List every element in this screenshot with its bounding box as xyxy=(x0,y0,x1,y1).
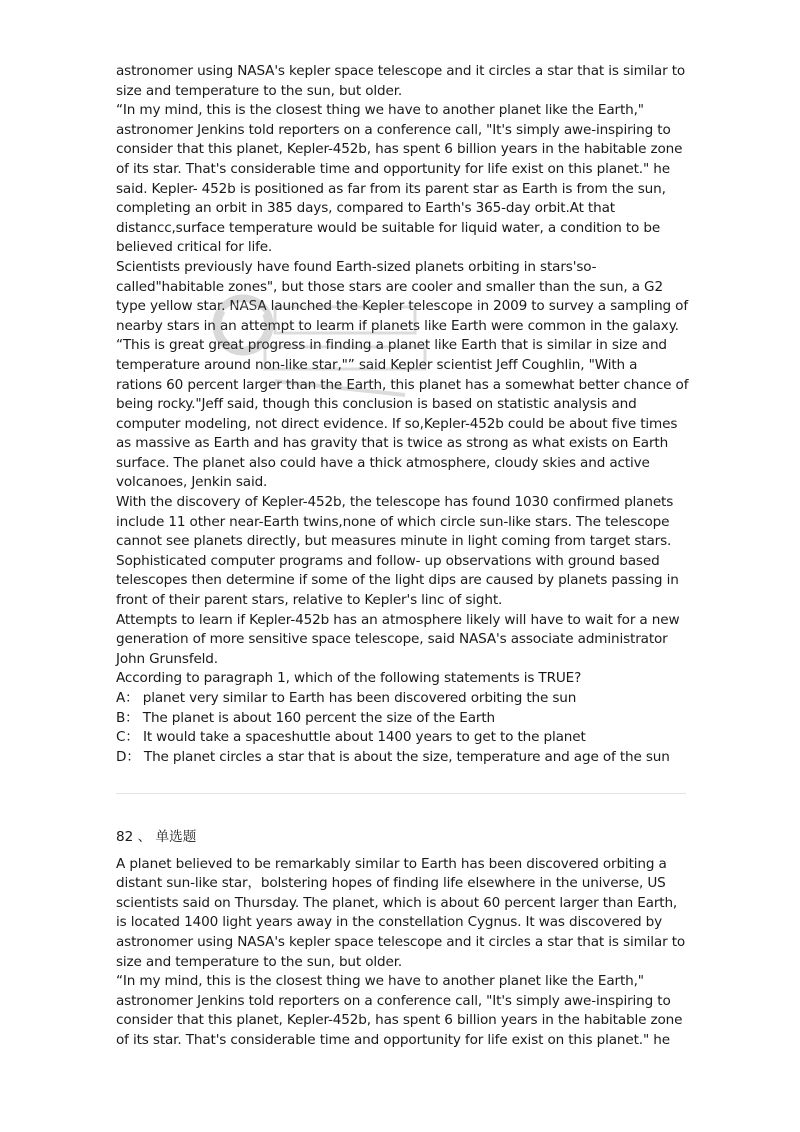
passage-line: type yellow star. NASA launched the Kepler telescope in 2009 to survey a sampling of xyxy=(116,298,688,315)
passage-line: telescopes then determine if some of the light dips are caused by planets passing in xyxy=(116,572,679,589)
option-b[interactable]: B： The planet is about 160 percent the size of the Earth xyxy=(116,709,496,726)
passage-line: surface. The planet also could have a thick atmosphere, cloudy skies and active xyxy=(116,454,650,471)
question-header: 82 、 单选题 xyxy=(116,829,197,845)
option-a[interactable]: A： planet very similar to Earth has been discovered orbiting the sun xyxy=(116,690,577,706)
passage-continued xyxy=(116,62,688,767)
passage-line: nearby stars in an attempt to learm if planets like Earth were common in the galaxy. xyxy=(116,317,679,334)
passage-line: Sophisticated computer programs and follow- up observations with ground based xyxy=(116,552,660,569)
passage-line: front of their parent stars, relative to Kepler's linc of sight. xyxy=(116,592,503,609)
passage-line: Attempts to learn if Kepler-452b has an atmosphere likely will have to wait for a new xyxy=(116,611,680,628)
passage-line: size and temperature to the sun, but older. xyxy=(116,953,403,970)
passage-line: is located 1400 light years away in the constellation Cygnus. It was discovered by xyxy=(116,914,663,931)
passage-line: cannot see planets directly, but measures minute in light coming from target stars. xyxy=(116,533,672,550)
passage-line: A planet believed to be remarkably similar to Earth has been discovered orbiting a xyxy=(116,855,667,872)
passage-line: said. Kepler- 452b is positioned as far from its parent star as Earth is from the sun, xyxy=(116,180,666,197)
passage-line: John Grunsfeld. xyxy=(116,650,218,667)
passage-line: distancc,surface temperature would be suitable for liquid water, a condition to be xyxy=(116,219,661,236)
passage-line: astronomer using NASA's kepler space telescope and it circles a star that is similar to xyxy=(116,933,686,950)
passage-line: consider that this planet, Kepler-452b, has spent 6 billion years in the habitable zone xyxy=(116,1012,683,1029)
passage-line: believed critical for life. xyxy=(116,239,273,256)
passage-line: volcanoes, Jenkin said. xyxy=(116,474,268,491)
option-c[interactable]: C： It would take a spaceshuttle about 1400 years to get to the planet xyxy=(116,729,586,746)
passage-line: being rocky."Jeff said, though this conclusion is based on statistic analysis and xyxy=(116,396,637,413)
passage-line: completing an orbit in 385 days, compared to Earth's 365-day orbit.At that xyxy=(116,200,615,217)
passage-line: of its star. That's considerable time and opportunity for life exist on this planet." he xyxy=(116,1031,670,1048)
question-82 xyxy=(116,828,688,1051)
passage-line: astronomer Jenkins told reporters on a conference call, "It's simply awe-inspiring to xyxy=(116,992,671,1009)
passage-line: distant sun-like star，bolstering hopes of finding life elsewhere in the universe, US xyxy=(116,875,666,892)
passage-line: scientists said on Thursday. The planet, which is about 60 percent larger than Earth, xyxy=(116,894,678,911)
passage-line: of its star. That's considerable time and opportunity for life exist on this planet." he xyxy=(116,160,670,177)
passage-line: rations 60 percent larger than the Earth, this planet has a somewhat better chance of xyxy=(116,376,689,393)
option-d[interactable]: D： The planet circles a star that is about the size, temperature and age of the sun xyxy=(116,748,670,765)
passage-line: generation of more sensitive space telescope, said NASA's associate administrator xyxy=(116,631,668,648)
section-divider xyxy=(116,793,686,794)
passage-line: called"habitable zones", but those stars are cooler and smaller than the sun, a G2 xyxy=(116,278,663,295)
passage-line: computer modeling, not direct evidence. If so,Kepler-452b could be about five times xyxy=(116,415,678,432)
passage-line: “In my mind, this is the closest thing we have to another planet like the Earth," xyxy=(116,102,644,119)
passage-line: astronomer using NASA's kepler space telescope and it circles a star that is similar to xyxy=(116,63,686,79)
passage-line: “This is great great progress in finding a planet like Earth that is similar in size and xyxy=(116,337,667,354)
passage-line: Scientists previously have found Earth-sized planets orbiting in stars'so- xyxy=(116,258,597,275)
question-prompt: According to paragraph 1, which of the following statements is TRUE? xyxy=(116,670,582,687)
passage-line: astronomer Jenkins told reporters on a conference call, "It's simply awe-inspiring to xyxy=(116,121,671,138)
passage-line: temperature around non-like star,"” said Kepler scientist Jeff Coughlin, "With a xyxy=(116,356,638,373)
passage-line: include 11 other near-Earth twins,none of which circle sun-like stars. The telescope xyxy=(116,513,670,530)
passage-line: consider that this planet, Kepler-452b, has spent 6 billion years in the habitable zone xyxy=(116,141,683,158)
passage-line: as massive as Earth and has gravity that is twice as strong as what exists on Earth xyxy=(116,435,669,452)
passage-line: “In my mind, this is the closest thing we have to another planet like the Earth," xyxy=(116,973,644,990)
passage-line: size and temperature to the sun, but older. xyxy=(116,82,403,99)
passage-line: With the discovery of Kepler-452b, the telescope has found 1030 confirmed planets xyxy=(116,494,674,511)
